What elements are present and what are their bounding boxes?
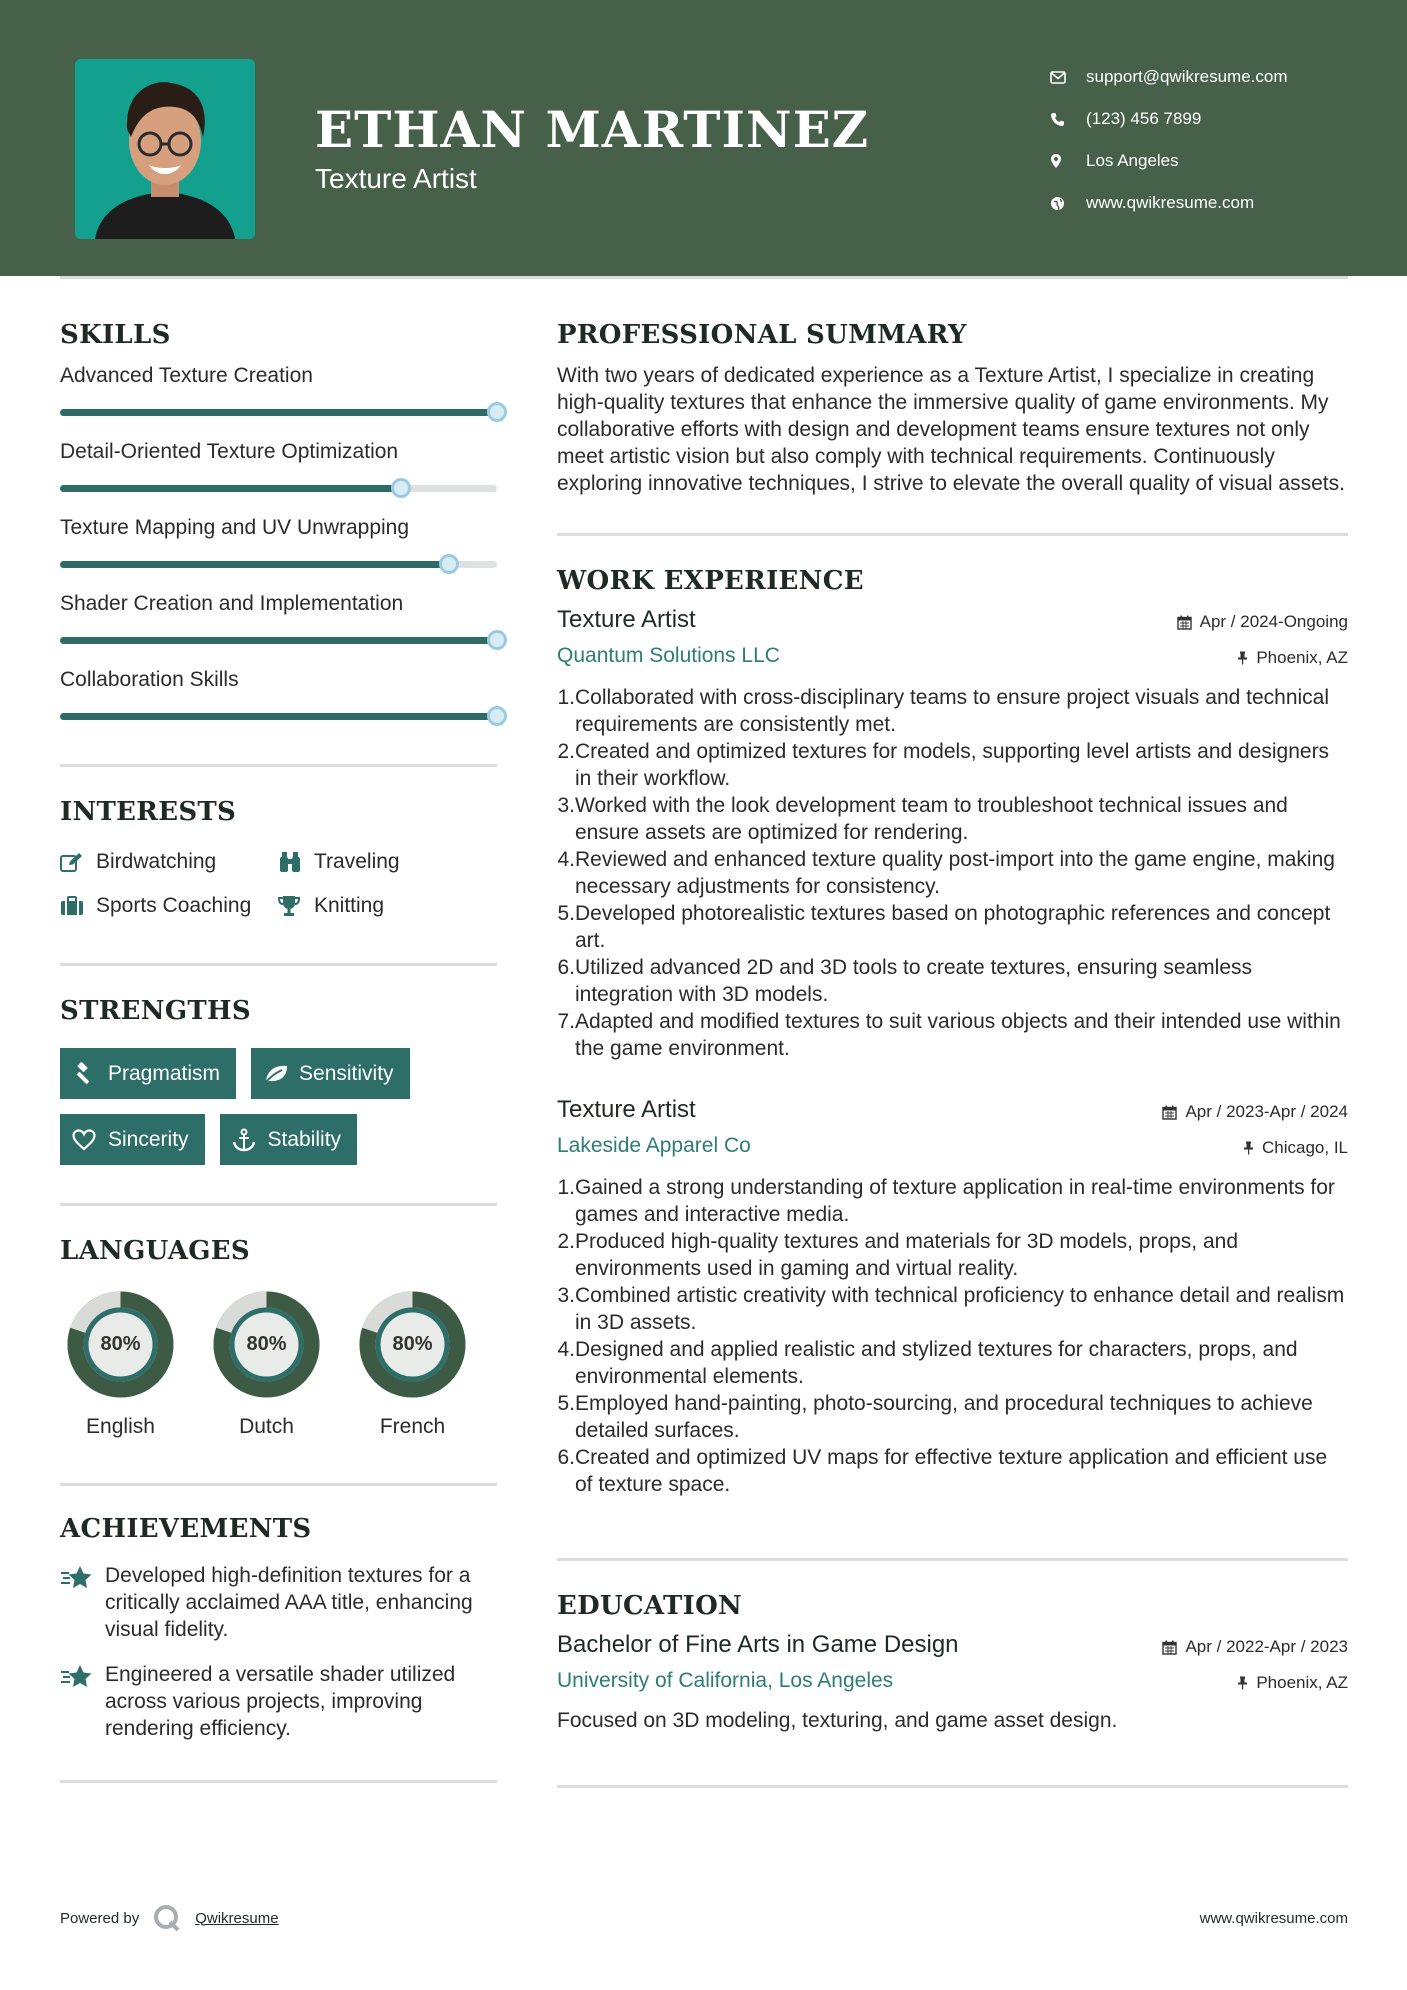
skill-bar-knob [439,554,459,574]
language-ring [352,1284,473,1405]
strength-label: Sincerity [108,1127,189,1151]
language-item [60,1284,181,1439]
contact-phone-text: (123) 456 7899 [1086,109,1202,128]
contact-list [1050,56,1350,224]
language-ring [206,1284,327,1405]
language-item [206,1284,327,1439]
job-bullet: 7. Adapted and modified textures to suit various objects and their intended use within the game environment. [557,1008,1348,1062]
education-description: Focused on 3D modeling, texturing, and game asset design. [557,1709,1118,1732]
contact-email[interactable] [1050,56,1350,98]
star-icon [60,1661,105,1742]
contact-location [1050,140,1350,182]
footer-url[interactable]: www.qwikresume.com [1199,1910,1348,1927]
footer [60,1900,1348,1934]
anchor-icon [232,1128,268,1152]
interest-item [278,849,497,875]
job-bullet: 1. Collaborated with cross-disciplinary teams to ensure project visuals and technical requirements are consistently met. [557,684,1348,738]
job-location-text: Chicago, IL [1262,1138,1348,1157]
language-percent: 80% [392,1333,433,1355]
degree-title: Bachelor of Fine Arts in Game Design [557,1631,959,1658]
section-divider [60,764,497,767]
education-header [557,1631,1348,1665]
company-name: Lakeside Apparel Co [557,1134,751,1157]
profile-photo [75,59,255,239]
achievements-title: ACHIEVEMENTS [60,1514,312,1544]
edit-icon [60,852,96,872]
interest-item [60,893,278,919]
job-location [1237,648,1348,668]
header-divider [60,276,1348,279]
left-column [60,320,497,1783]
skill-bar-track [60,637,497,644]
interest-label: Traveling [314,850,400,873]
company-row [557,1130,1348,1168]
right-column [557,320,1348,1788]
skill-bar-track [60,713,497,720]
job-bullet-text: Worked with the look development team to troubleshoot technical issues and ensure assets are optimized for rendering. [575,794,1288,844]
job-bullet-text: Collaborated with cross-disciplinary teams to ensure project visuals and technical requirements are consistently met. [575,686,1330,736]
skill-bar-fill [60,561,449,568]
achievements-list [60,1562,497,1742]
trophy-icon [278,895,314,917]
strength-chip [251,1048,410,1099]
strengths-title: STRENGTHS [60,996,251,1026]
job-title: Texture Artist [557,1096,696,1123]
map-pin-icon [1050,153,1086,169]
job-bullet-text: Created and optimized UV maps for effective texture application and efficient use of texture space. [575,1446,1328,1496]
job-header [557,1096,1348,1130]
skill-bar-track [60,561,497,568]
section-divider [557,1558,1348,1561]
achievement-item [60,1562,497,1643]
strength-chip [220,1114,358,1165]
calendar-icon [1162,1640,1177,1655]
globe-icon [1050,196,1086,211]
powered-by-text: Powered by [60,1909,140,1927]
skill-label: Collaboration Skills [60,668,239,691]
job-bullet-text: Produced high-quality textures and materials for 3D models, props, and environments used in gaming and virtual reality. [575,1230,1239,1280]
interest-item [278,893,497,919]
qwikresume-logo-icon [153,1904,181,1932]
interests-list [60,849,497,919]
phone-icon [1050,112,1086,127]
job-dates [1177,612,1348,632]
pin-icon [1243,1141,1254,1155]
interest-label: Knitting [314,894,385,917]
section-divider [557,533,1348,536]
binoculars-icon [278,851,314,873]
section-divider [60,1780,497,1783]
section-divider [60,1203,497,1206]
job-bullet: 3. Combined artistic creativity with technical proficiency to enhance detail and realism in 3D assets. [557,1282,1348,1336]
skill-label: Shader Creation and Implementation [60,592,404,615]
skill-label: Advanced Texture Creation [60,364,313,387]
language-percent: 80% [100,1333,141,1355]
job-bullet-text: Created and optimized textures for models, supporting level artists and designers in their workflow. [575,740,1330,790]
school-name: University of California, Los Angeles [557,1669,894,1692]
language-item [352,1284,473,1439]
job-bullet-text: Designed and applied realistic and stylized textures for characters, props, and environmental elements. [575,1338,1298,1388]
summary-title: PROFESSIONAL SUMMARY [557,320,967,350]
job-location [1243,1138,1348,1158]
job-bullet: 6. Created and optimized UV maps for effective texture application and efficient use of texture space. [557,1444,1348,1498]
job-bullet-text: Developed photorealistic textures based on photographic references and concept art. [575,902,1331,952]
qwikresume-link[interactable]: Qwikresume [195,1909,279,1927]
strength-label: Pragmatism [108,1061,221,1085]
languages-title: LANGUAGES [60,1236,250,1266]
job-bullet: 6. Utilized advanced 2D and 3D tools to create textures, ensuring seamless integration with 3D models. [557,954,1348,1008]
contact-location-text: Los Angeles [1086,151,1179,170]
job-bullet: 4. Designed and applied realistic and stylized textures for characters, props, and environmental elements. [557,1336,1348,1390]
job-dates-text: Apr / 2023-Apr / 2024 [1185,1102,1348,1121]
job-location-text: Phoenix, AZ [1256,648,1348,667]
skill-bar-fill [60,485,401,492]
education-title: EDUCATION [557,1591,743,1621]
education-location [1237,1673,1348,1693]
summary-text: With two years of dedicated experience as a Texture Artist, I specialize in creating high-quality textures that enhance the immersive quality of game environments. My collaborative efforts with design and development teams ensure textures not only meet artistic vision but also comply with technical requirements. Continuously exploring innovative techniques, I strive to elevate the overall quality of visual assets. [557,364,1345,495]
job-bullet: 5. Developed photorealistic textures based on photographic references and concept art. [557,900,1348,954]
job-bullets [557,1174,1348,1498]
achievement-item [60,1661,497,1742]
section-divider [60,963,497,966]
calendar-icon [1162,1105,1177,1120]
interests-title: INTERESTS [60,797,237,827]
strength-chip [60,1048,236,1099]
job-dates-text: Apr / 2024-Ongoing [1199,612,1348,631]
job-bullet-text: Combined artistic creativity with technical proficiency to enhance detail and realism in 3D assets. [575,1284,1345,1334]
job-bullet-text: Gained a strong understanding of texture application in real-time environments for games and interactive media. [575,1176,1335,1226]
skill-bar-track [60,409,497,416]
skill-bar-fill [60,637,497,644]
job-bullet: 3. Worked with the look development team to troubleshoot technical issues and ensure assets are optimized for rendering. [557,792,1348,846]
briefcase-icon [60,896,96,916]
language-percent: 80% [246,1333,287,1355]
strengths-list [60,1048,497,1165]
candidate-role: Texture Artist [315,163,477,194]
language-name: Dutch [239,1415,294,1438]
candidate-name: ETHAN MARTINEZ [315,100,870,159]
language-ring [60,1284,181,1405]
job-bullet: 2. Created and optimized textures for models, supporting level artists and designers in their workflow. [557,738,1348,792]
job-bullet-text: Reviewed and enhanced texture quality post-import into the game engine, making necessary adjustments for consistency. [575,848,1335,898]
education-dates-text: Apr / 2022-Apr / 2023 [1185,1637,1348,1656]
interest-item [60,849,278,875]
skill-bar-knob [391,478,411,498]
skill-bar-knob [487,630,507,650]
job-header [557,606,1348,640]
pin-icon [1237,651,1248,665]
contact-website-text: www.qwikresume.com [1086,193,1255,212]
skill-item [60,432,497,508]
strength-chip [60,1114,205,1165]
calendar-icon [1177,615,1192,630]
leaf-icon [263,1064,299,1084]
skill-item [60,584,497,660]
education-dates [1162,1637,1348,1657]
section-divider [60,1483,497,1486]
skill-bar-fill [60,713,497,720]
job-bullet-text: Employed hand-painting, photo-sourcing, and procedural techniques to achieve detailed surfaces. [575,1392,1313,1442]
job-bullet: 5. Employed hand-painting, photo-sourcing, and procedural techniques to achieve detailed surfaces. [557,1390,1348,1444]
heart-icon [72,1129,108,1151]
job-dates [1162,1102,1348,1122]
experience-title: WORK EXPERIENCE [557,566,864,596]
job-title: Texture Artist [557,606,696,633]
education-entry [557,1631,1348,1733]
interest-label: Sports Coaching [96,894,252,917]
header [0,0,1407,276]
pin-icon [1237,1676,1248,1690]
job-bullet: 4. Reviewed and enhanced texture quality post-import into the game engine, making necessary adjustments for consistency. [557,846,1348,900]
language-name: English [86,1415,155,1438]
job-bullet: 1. Gained a strong understanding of texture application in real-time environments for games and interactive media. [557,1174,1348,1228]
contact-website[interactable] [1050,182,1350,224]
star-icon [60,1562,105,1643]
company-name: Quantum Solutions LLC [557,644,780,667]
interest-label: Birdwatching [96,850,217,873]
job-bullet-text: Adapted and modified textures to suit various objects and their intended use within the game environment. [575,1010,1341,1060]
language-name: French [379,1415,446,1438]
skill-bar-track [60,485,497,492]
achievement-text: Developed high-definition textures for a critically acclaimed AAA title, enhancing visual fidelity. [105,1564,473,1641]
job-bullet: 2. Produced high-quality textures and materials for 3D models, props, and environments used in gaming and virtual reality. [557,1228,1348,1282]
skill-item [60,356,497,432]
skills-title: SKILLS [60,320,171,350]
job-bullet-text: Utilized advanced 2D and 3D tools to create textures, ensuring seamless integration with 3D models. [575,956,1253,1006]
skill-label: Detail-Oriented Texture Optimization [60,440,399,463]
skill-bar-fill [60,409,497,416]
gavel-icon [72,1062,108,1086]
contact-email-text: support@qwikresume.com [1086,67,1288,86]
school-row [557,1665,1348,1703]
job-entry [557,1096,1348,1498]
job-bullets [557,684,1348,1062]
achievement-text: Engineered a versatile shader utilized across various projects, improving rendering efficiency. [105,1663,456,1740]
section-divider [557,1785,1348,1788]
languages-list [60,1284,497,1439]
strength-label: Sensitivity [299,1061,394,1085]
skill-bar-knob [487,706,507,726]
contact-phone[interactable] [1050,98,1350,140]
powered-by [60,1904,279,1932]
skills-list [60,356,497,736]
job-entry [557,606,1348,1062]
skill-label: Texture Mapping and UV Unwrapping [60,516,410,539]
company-row [557,640,1348,678]
envelope-icon [1050,71,1086,84]
education-location-text: Phoenix, AZ [1256,1673,1348,1692]
skill-item [60,508,497,584]
skill-bar-knob [487,402,507,422]
skill-item [60,660,497,736]
strength-label: Stability [267,1127,342,1151]
